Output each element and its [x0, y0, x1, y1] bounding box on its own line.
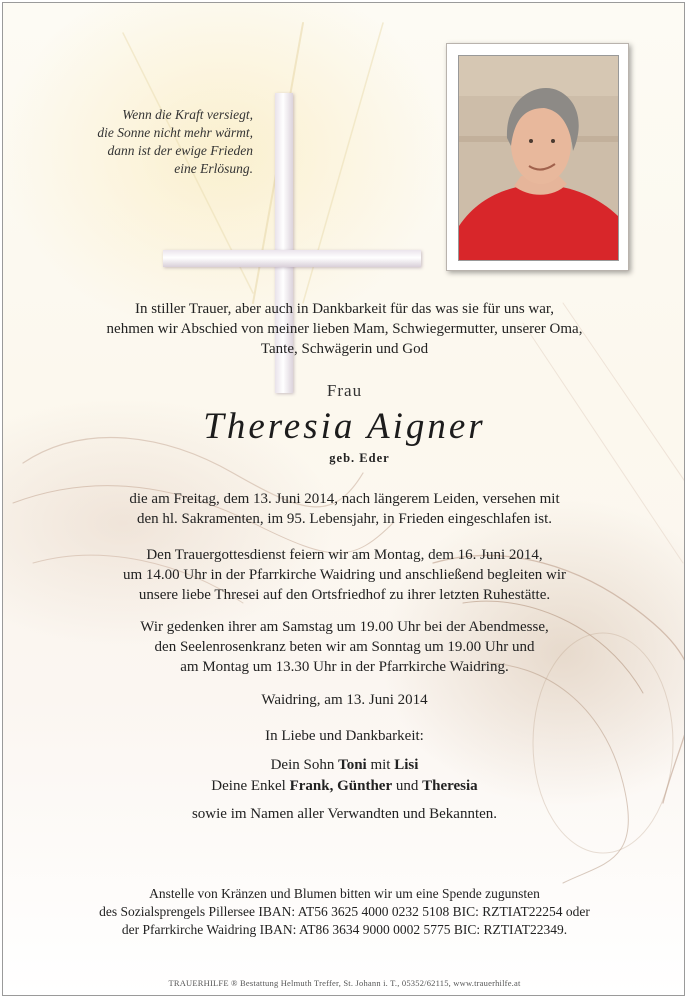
prayer-line: den Seelenrosenkranz beten wir am Sonntag um 19.00 Uhr und: [154, 639, 535, 655]
announcement-line: den hl. Sakramenten, im 95. Lebensjahr, in Frieden eingeschlafen ist.: [136, 511, 553, 527]
grandchildren-names: Frank, Günther: [289, 778, 393, 794]
donation-line: Anstelle von Kränzen und Blumen bitten wir um eine Spende zugunsten: [149, 886, 540, 901]
cross-horizontal-beam: [163, 250, 421, 267]
son-prefix: Dein Sohn: [270, 757, 339, 773]
birth-name: geb. Eder: [329, 451, 390, 465]
quote-line: eine Erlösung.: [174, 161, 253, 176]
salutation: Frau: [326, 381, 363, 400]
son-mid: mit: [366, 757, 395, 773]
grandchildren-prefix: Deine Enkel: [211, 778, 290, 794]
intro-line: nehmen wir Abschied von meiner lieben Mam, Schwiegermutter, unserer Oma,: [106, 321, 583, 337]
donation-line: des Sozialsprengels Pillersee IBAN: AT56 3625 4000 0232 5108 BIC: RZTIAT22254 oder: [99, 904, 590, 919]
intro-text: [3, 299, 685, 359]
funeral-line: Den Trauergottesdienst feiern wir am Montag, dem 16. Juni 2014,: [146, 547, 543, 563]
prayer-line: Wir gedenken ihrer am Samstag um 19.00 Uhr bei der Abendmesse,: [140, 619, 549, 635]
closing-phrase: In Liebe und Dankbarkeit:: [265, 728, 424, 744]
quote-line: Wenn die Kraft versiegt,: [122, 107, 253, 122]
footer-imprint: TRAUERHILFE ® Bestattung Helmuth Treffer, St. Johann i. T., 05352/62115, www.trauerhilfe.at: [168, 978, 521, 988]
relatives-note: sowie im Namen aller Verwandten und Bekannten.: [191, 806, 498, 822]
memorial-quote: [43, 106, 253, 178]
obituary-card: [2, 2, 685, 996]
donation-request: [3, 885, 685, 939]
intro-line: In stiller Trauer, aber auch in Dankbarkeit für das was sie für uns war,: [134, 301, 555, 317]
portrait-frame: [446, 43, 629, 271]
quote-line: die Sonne nicht mehr wärmt,: [97, 125, 253, 140]
funeral-line: um 14.00 Uhr in der Pfarrkirche Waidring und anschließend begleiten wir: [123, 567, 566, 583]
grandchildren-last: Theresia: [422, 778, 478, 794]
funeral-details: [3, 545, 685, 605]
signature-grandchildren: [3, 776, 685, 797]
prayer-details: [3, 617, 685, 677]
portrait-photo: [458, 55, 619, 261]
deceased-name: Theresia Aigner: [203, 406, 486, 447]
grandchildren-mid: und: [392, 778, 423, 794]
death-announcement: [3, 489, 685, 529]
signature-son: [3, 755, 685, 776]
quote-line: dann ist der ewige Frieden: [107, 143, 253, 158]
prayer-line: am Montag um 13.30 Uhr in der Pfarrkirche Waidring.: [180, 659, 509, 675]
funeral-line: unsere liebe Thresei auf den Ortsfriedhof zu ihrer letzten Ruhestätte.: [138, 587, 551, 603]
announcement-line: die am Freitag, dem 13. Juni 2014, nach längerem Leiden, versehen mit: [129, 491, 560, 507]
place-date: Waidring, am 13. Juni 2014: [261, 692, 428, 708]
son-name: Toni: [338, 757, 367, 773]
signatures: [3, 755, 685, 797]
son-partner: Lisi: [394, 757, 419, 773]
intro-line: Tante, Schwägerin und God: [260, 341, 429, 357]
donation-line: der Pfarrkirche Waidring IBAN: AT86 3634 9000 0002 5775 BIC: RZTIAT22349.: [121, 922, 568, 937]
